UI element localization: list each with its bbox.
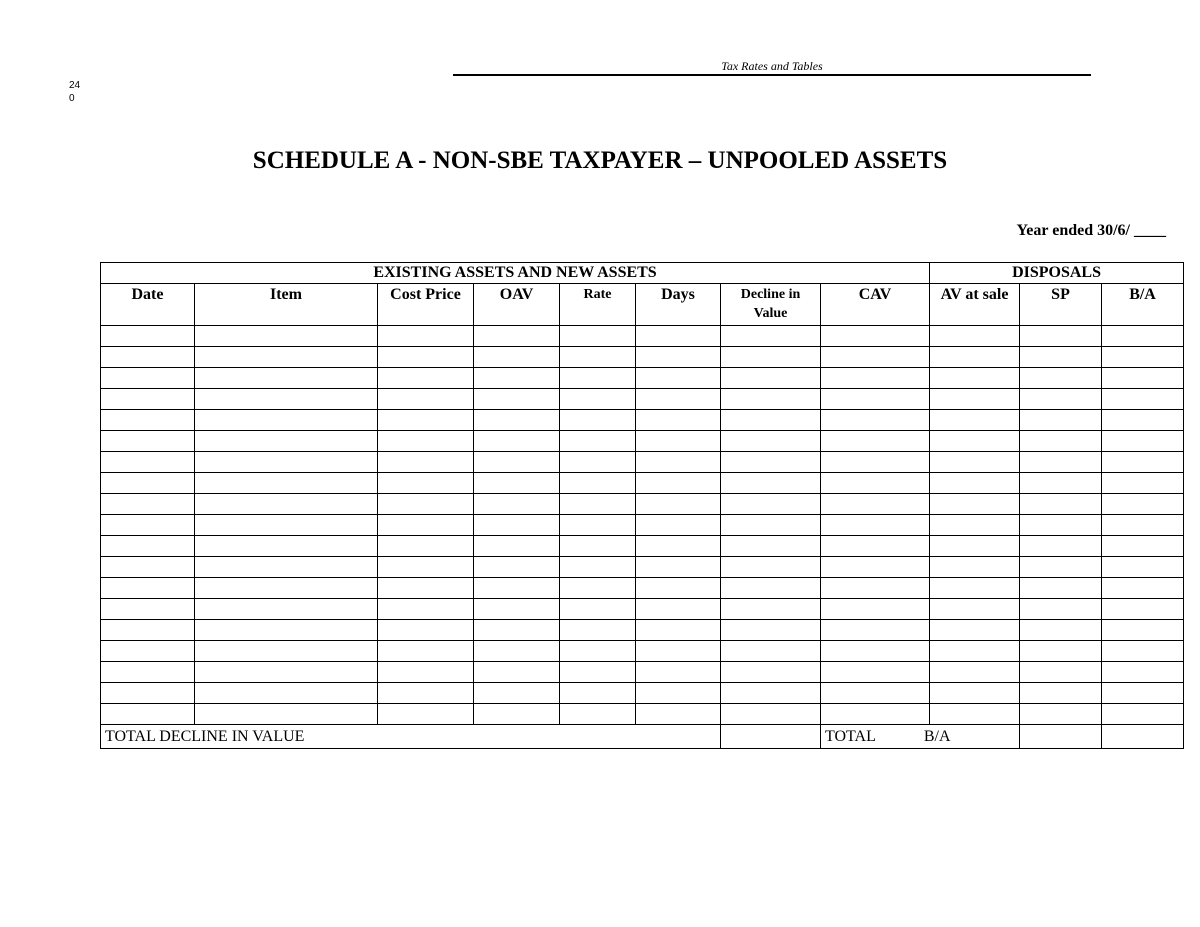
table-cell[interactable] [636, 641, 721, 662]
table-cell[interactable] [474, 452, 560, 473]
table-cell[interactable] [195, 662, 378, 683]
table-cell[interactable] [101, 578, 195, 599]
table-cell[interactable] [560, 368, 636, 389]
table-row [101, 704, 1184, 725]
table-cell[interactable] [721, 620, 821, 641]
table-cell[interactable] [195, 620, 378, 641]
table-cell[interactable] [101, 452, 195, 473]
table-cell[interactable] [1102, 515, 1184, 536]
table-cell[interactable] [721, 473, 821, 494]
table-cell[interactable] [1020, 662, 1102, 683]
table-cell[interactable] [930, 683, 1020, 704]
table-cell[interactable] [1102, 494, 1184, 515]
col-decline-in-value: Decline in Value [721, 284, 821, 326]
table-cell[interactable] [1020, 683, 1102, 704]
table-cell[interactable] [474, 683, 560, 704]
table-cell[interactable] [636, 431, 721, 452]
table-cell[interactable] [1102, 683, 1184, 704]
table-cell[interactable] [378, 494, 474, 515]
table-cell[interactable] [101, 536, 195, 557]
table-cell[interactable] [560, 599, 636, 620]
table-cell[interactable] [1102, 347, 1184, 368]
table-cell[interactable] [821, 557, 930, 578]
table-cell[interactable] [930, 578, 1020, 599]
table-cell[interactable] [930, 515, 1020, 536]
table-cell[interactable] [474, 431, 560, 452]
table-cell[interactable] [378, 515, 474, 536]
col-item: Item [195, 284, 378, 326]
table-cell[interactable] [378, 641, 474, 662]
table-cell[interactable] [378, 389, 474, 410]
table-row [101, 494, 1184, 515]
table-cell[interactable] [636, 578, 721, 599]
table-cell[interactable] [636, 557, 721, 578]
table-cell[interactable] [721, 368, 821, 389]
table-row [101, 473, 1184, 494]
table-cell[interactable] [560, 326, 636, 347]
table-cell[interactable] [930, 368, 1020, 389]
table-cell[interactable] [1102, 536, 1184, 557]
table-cell[interactable] [636, 494, 721, 515]
table-cell[interactable] [930, 599, 1020, 620]
table-row [101, 557, 1184, 578]
table-cell[interactable] [821, 452, 930, 473]
table-cell[interactable] [1020, 620, 1102, 641]
table-cell[interactable] [560, 662, 636, 683]
column-header-row [101, 284, 1184, 326]
table-cell[interactable] [378, 410, 474, 431]
table-cell[interactable] [636, 347, 721, 368]
table-cell[interactable] [1020, 431, 1102, 452]
table-cell[interactable] [101, 662, 195, 683]
table-cell[interactable] [636, 389, 721, 410]
table-cell[interactable] [821, 620, 930, 641]
table-cell[interactable] [930, 326, 1020, 347]
table-cell[interactable] [821, 494, 930, 515]
table-cell[interactable] [1102, 452, 1184, 473]
table-cell[interactable] [474, 473, 560, 494]
table-cell[interactable] [1102, 620, 1184, 641]
table-cell[interactable] [378, 326, 474, 347]
table-cell[interactable] [101, 515, 195, 536]
table-cell[interactable] [474, 704, 560, 725]
table-cell[interactable] [930, 431, 1020, 452]
table-cell[interactable] [560, 515, 636, 536]
table-cell[interactable] [560, 704, 636, 725]
table-cell[interactable] [474, 368, 560, 389]
table-cell[interactable] [195, 473, 378, 494]
table-cell[interactable] [721, 599, 821, 620]
table-cell[interactable] [1020, 557, 1102, 578]
table-cell[interactable] [101, 494, 195, 515]
table-cell[interactable] [636, 683, 721, 704]
table-cell[interactable] [1020, 494, 1102, 515]
table-cell[interactable] [101, 410, 195, 431]
table-cell[interactable] [560, 557, 636, 578]
table-cell[interactable] [821, 347, 930, 368]
table-row [101, 620, 1184, 641]
total-decline-label: TOTAL DECLINE IN VALUE [101, 725, 721, 749]
table-cell[interactable] [1102, 431, 1184, 452]
table-cell[interactable] [378, 662, 474, 683]
table-cell[interactable] [930, 704, 1020, 725]
year-ended-label: Year ended 30/6/ ____ [1016, 222, 1166, 239]
total-ba-label: B/A [923, 728, 951, 745]
table-cell[interactable] [1102, 326, 1184, 347]
table-cell[interactable] [821, 368, 930, 389]
table-cell[interactable] [101, 431, 195, 452]
table-cell[interactable] [195, 683, 378, 704]
table-cell[interactable] [721, 557, 821, 578]
table-cell[interactable] [195, 515, 378, 536]
table-cell[interactable] [821, 683, 930, 704]
table-cell[interactable] [1102, 641, 1184, 662]
table-cell[interactable] [930, 641, 1020, 662]
table-cell[interactable] [821, 599, 930, 620]
table-cell[interactable] [1020, 347, 1102, 368]
total-label: TOTAL [825, 728, 876, 745]
col-av-at-sale: AV at sale [930, 284, 1020, 326]
table-cell[interactable] [195, 326, 378, 347]
table-cell[interactable] [195, 494, 378, 515]
table-cell[interactable] [378, 599, 474, 620]
table-cell[interactable] [195, 641, 378, 662]
table-cell[interactable] [636, 473, 721, 494]
section-existing-assets: EXISTING ASSETS AND NEW ASSETS [101, 263, 930, 284]
table-cell[interactable] [101, 473, 195, 494]
table-cell[interactable] [101, 326, 195, 347]
col-oav: OAV [474, 284, 560, 326]
table-cell[interactable] [101, 683, 195, 704]
table-cell[interactable] [378, 431, 474, 452]
table-cell[interactable] [636, 704, 721, 725]
table-cell[interactable] [474, 389, 560, 410]
table-cell[interactable] [721, 683, 821, 704]
table-row [101, 599, 1184, 620]
table-cell[interactable] [721, 536, 821, 557]
table-cell[interactable] [636, 326, 721, 347]
table-row [101, 410, 1184, 431]
col-cost-price: Cost Price [378, 284, 474, 326]
table-cell[interactable] [378, 368, 474, 389]
table-cell[interactable] [195, 704, 378, 725]
table-cell[interactable] [195, 431, 378, 452]
table-row [101, 515, 1184, 536]
table-cell[interactable] [821, 410, 930, 431]
table-row [101, 683, 1184, 704]
table-cell[interactable] [195, 368, 378, 389]
table-cell[interactable] [378, 347, 474, 368]
table-cell[interactable] [930, 662, 1020, 683]
table-cell[interactable] [195, 599, 378, 620]
table-row [101, 578, 1184, 599]
table-cell[interactable] [721, 431, 821, 452]
total-sp-cell[interactable] [1020, 725, 1102, 749]
table-cell[interactable] [930, 620, 1020, 641]
table-cell[interactable] [560, 683, 636, 704]
table-cell[interactable] [821, 578, 930, 599]
table-cell[interactable] [1102, 704, 1184, 725]
table-cell[interactable] [560, 473, 636, 494]
table-row [101, 368, 1184, 389]
table-cell[interactable] [1020, 389, 1102, 410]
table-cell[interactable] [821, 641, 930, 662]
table-cell[interactable] [1020, 326, 1102, 347]
table-row [101, 326, 1184, 347]
table-cell[interactable] [474, 494, 560, 515]
table-cell[interactable] [930, 494, 1020, 515]
table-cell[interactable] [821, 536, 930, 557]
table-cell[interactable] [560, 494, 636, 515]
table-cell[interactable] [930, 410, 1020, 431]
table-cell[interactable] [474, 536, 560, 557]
total-decline-cell[interactable] [721, 725, 821, 749]
table-cell[interactable] [721, 347, 821, 368]
total-label-cell [821, 725, 1020, 749]
table-cell[interactable] [721, 410, 821, 431]
table-row [101, 641, 1184, 662]
table-cell[interactable] [1102, 599, 1184, 620]
table-cell[interactable] [378, 473, 474, 494]
table-cell[interactable] [195, 410, 378, 431]
table-cell[interactable] [821, 431, 930, 452]
table-cell[interactable] [1020, 704, 1102, 725]
table-cell[interactable] [560, 641, 636, 662]
table-cell[interactable] [560, 410, 636, 431]
table-cell[interactable] [474, 557, 560, 578]
table-cell[interactable] [721, 662, 821, 683]
table-row [101, 431, 1184, 452]
schedule-table [100, 262, 1184, 749]
table-cell[interactable] [721, 452, 821, 473]
table-cell[interactable] [721, 641, 821, 662]
table-cell[interactable] [101, 704, 195, 725]
table-cell[interactable] [560, 536, 636, 557]
table-cell[interactable] [195, 557, 378, 578]
table-cell[interactable] [195, 347, 378, 368]
table-cell[interactable] [930, 557, 1020, 578]
table-cell[interactable] [101, 389, 195, 410]
table-cell[interactable] [930, 389, 1020, 410]
table-cell[interactable] [195, 578, 378, 599]
table-cell[interactable] [378, 683, 474, 704]
table-cell[interactable] [195, 536, 378, 557]
table-cell[interactable] [560, 389, 636, 410]
table-cell[interactable] [1020, 536, 1102, 557]
table-cell[interactable] [560, 578, 636, 599]
table-cell[interactable] [636, 662, 721, 683]
page-title: SCHEDULE A - NON-SBE TAXPAYER – UNPOOLED ASSETS [252, 147, 948, 174]
table-cell[interactable] [101, 557, 195, 578]
table-cell[interactable] [474, 347, 560, 368]
table-cell[interactable] [1020, 641, 1102, 662]
total-ba-cell[interactable] [1102, 725, 1184, 749]
table-cell[interactable] [821, 389, 930, 410]
table-cell[interactable] [636, 452, 721, 473]
table-cell[interactable] [636, 515, 721, 536]
table-row [101, 662, 1184, 683]
running-head: Tax Rates and Tables [453, 58, 1091, 76]
table-cell[interactable] [821, 473, 930, 494]
table-cell[interactable] [930, 452, 1020, 473]
section-disposals: DISPOSALS [930, 263, 1184, 284]
table-cell[interactable] [930, 347, 1020, 368]
table-cell[interactable] [721, 704, 821, 725]
table-cell[interactable] [636, 410, 721, 431]
table-row [101, 389, 1184, 410]
totals-row [101, 725, 1184, 749]
table-cell[interactable] [195, 452, 378, 473]
table-cell[interactable] [474, 599, 560, 620]
table-cell[interactable] [721, 578, 821, 599]
table-row [101, 347, 1184, 368]
table-cell[interactable] [930, 536, 1020, 557]
page-number: 240 [69, 80, 81, 104]
table-cell[interactable] [195, 389, 378, 410]
col-rate: Rate [560, 284, 636, 326]
table-cell[interactable] [1020, 578, 1102, 599]
table-cell[interactable] [636, 368, 721, 389]
table-cell[interactable] [474, 326, 560, 347]
table-cell[interactable] [560, 347, 636, 368]
table-cell[interactable] [474, 410, 560, 431]
table-cell[interactable] [1020, 515, 1102, 536]
col-cav: CAV [821, 284, 930, 326]
col-sp: SP [1020, 284, 1102, 326]
table-cell[interactable] [474, 578, 560, 599]
table-cell[interactable] [378, 557, 474, 578]
table-cell[interactable] [1020, 452, 1102, 473]
table-cell[interactable] [378, 578, 474, 599]
table-cell[interactable] [1102, 368, 1184, 389]
table-cell[interactable] [721, 494, 821, 515]
table-row [101, 452, 1184, 473]
table-cell[interactable] [474, 515, 560, 536]
col-days: Days [636, 284, 721, 326]
table-cell[interactable] [930, 473, 1020, 494]
table-cell[interactable] [378, 452, 474, 473]
table-cell[interactable] [1102, 557, 1184, 578]
table-row [101, 536, 1184, 557]
table-cell[interactable] [474, 620, 560, 641]
table-cell[interactable] [636, 620, 721, 641]
table-cell[interactable] [636, 536, 721, 557]
table-cell[interactable] [1020, 599, 1102, 620]
table-cell[interactable] [101, 620, 195, 641]
table-cell[interactable] [1102, 662, 1184, 683]
table-cell[interactable] [1020, 473, 1102, 494]
table-cell[interactable] [1020, 368, 1102, 389]
table-cell[interactable] [821, 662, 930, 683]
table-cell[interactable] [721, 326, 821, 347]
table-cell[interactable] [378, 536, 474, 557]
table-cell[interactable] [1102, 578, 1184, 599]
table-cell[interactable] [636, 599, 721, 620]
table-cell[interactable] [101, 368, 195, 389]
table-cell[interactable] [560, 431, 636, 452]
table-cell[interactable] [1020, 410, 1102, 431]
section-header-row [101, 263, 1184, 284]
table-cell[interactable] [474, 662, 560, 683]
table-cell[interactable] [101, 641, 195, 662]
col-ba: B/A [1102, 284, 1184, 326]
col-date: Date [101, 284, 195, 326]
table-cell[interactable] [821, 326, 930, 347]
table-cell[interactable] [1102, 389, 1184, 410]
table-cell[interactable] [101, 347, 195, 368]
table-cell[interactable] [821, 515, 930, 536]
table-cell[interactable] [101, 599, 195, 620]
table-cell[interactable] [560, 620, 636, 641]
table-cell[interactable] [1102, 410, 1184, 431]
table-cell[interactable] [378, 704, 474, 725]
table-cell[interactable] [1102, 473, 1184, 494]
table-cell[interactable] [560, 452, 636, 473]
table-cell[interactable] [721, 389, 821, 410]
table-cell[interactable] [721, 515, 821, 536]
table-cell[interactable] [474, 641, 560, 662]
table-cell[interactable] [378, 620, 474, 641]
table-cell[interactable] [821, 704, 930, 725]
